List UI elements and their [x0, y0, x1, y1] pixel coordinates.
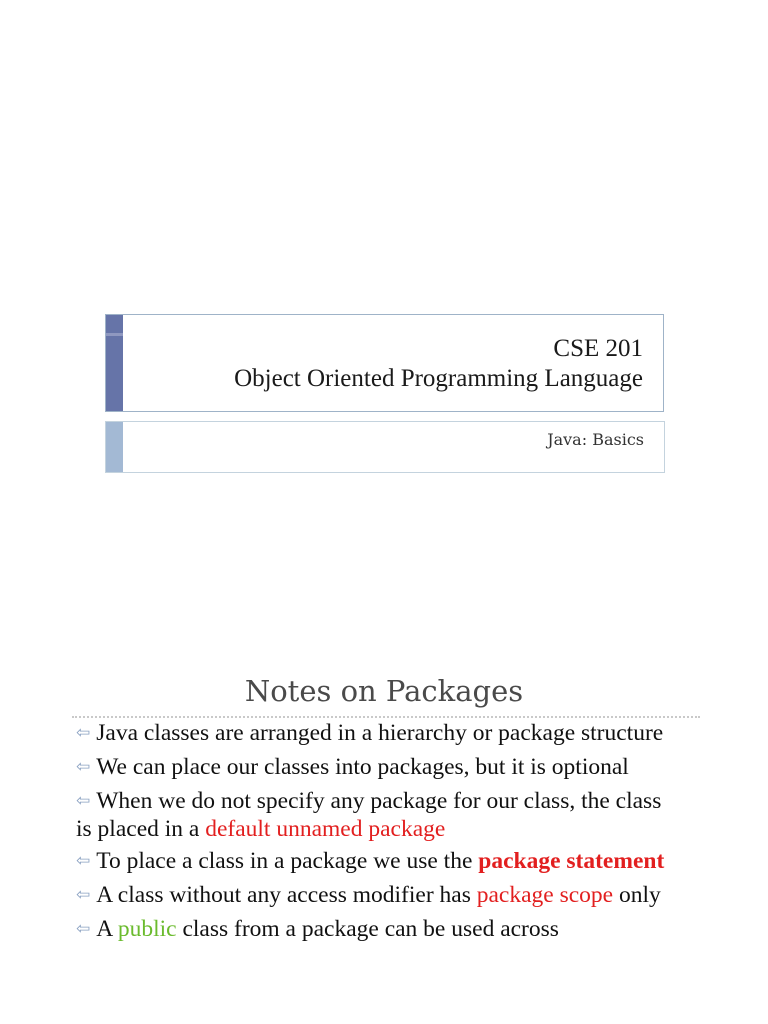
bullet-item: [76, 882, 676, 910]
bullet-text: We can place our classes into packages, but it is optional: [96, 754, 629, 780]
bullet-text: default unnamed package: [205, 816, 446, 842]
title-divider: [72, 716, 700, 718]
bullet-text: To place a class in a package we use the: [96, 848, 479, 874]
slide-subtitle: Java: Basics: [547, 430, 644, 449]
bullet-text: package statement: [478, 848, 665, 874]
title-accent-notch: [106, 333, 123, 336]
bullet-text: class from a package can be used across: [176, 916, 559, 942]
bullet-item: [76, 848, 676, 876]
left-arrow-outline-icon: ⇦: [76, 919, 91, 939]
bullet-text: A class without any access modifier has: [96, 882, 477, 908]
course-code: CSE 201: [553, 335, 643, 362]
left-arrow-outline-icon: ⇦: [76, 757, 91, 777]
subtitle-accent-bar: [106, 422, 123, 472]
bullet-text: public: [117, 916, 177, 942]
notes-slide-title: Notes on Packages: [244, 674, 524, 708]
left-arrow-outline-icon: ⇦: [76, 723, 91, 743]
bullet-item: [76, 754, 676, 782]
bullet-text: package scope: [476, 882, 614, 908]
title-box: [105, 314, 664, 412]
left-arrow-outline-icon: ⇦: [76, 791, 91, 811]
bullet-text: A: [96, 916, 118, 942]
bullet-list: [76, 720, 676, 950]
left-arrow-outline-icon: ⇦: [76, 885, 91, 905]
bullet-item: [76, 788, 676, 842]
bullet-item: [76, 720, 676, 748]
subtitle-box: [105, 421, 665, 473]
course-name: Object Oriented Programming Language: [234, 365, 643, 392]
bullet-text: Java classes are arranged in a hierarchy or package structure: [96, 720, 664, 746]
bullet-text: When we do not specify any package for our class, the class is placed in a: [76, 788, 662, 842]
bullet-item: [76, 916, 676, 944]
left-arrow-outline-icon: ⇦: [76, 851, 91, 871]
bullet-text: only: [613, 882, 661, 908]
title-accent-bar: [106, 315, 123, 411]
